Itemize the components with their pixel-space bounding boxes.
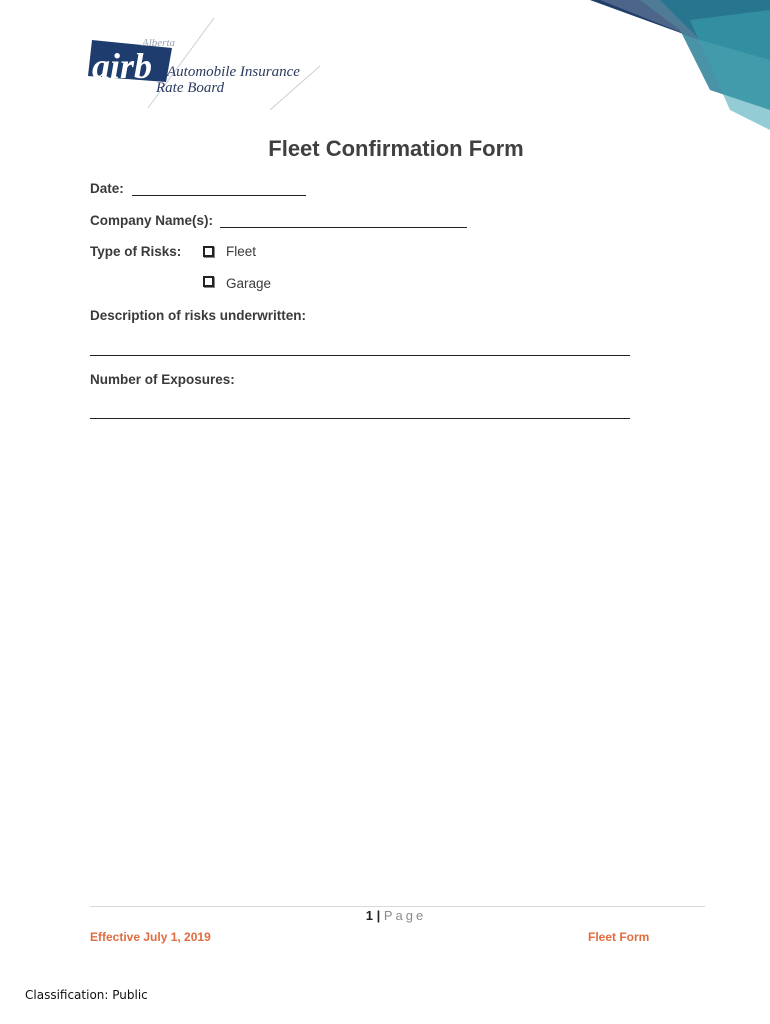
airb-logo [88, 18, 328, 128]
risks-label: Type of Risks: [90, 244, 182, 259]
effective-date: Effective July 1, 2019 [90, 930, 211, 944]
description-label: Description of risks underwritten: [90, 308, 307, 323]
garage-checkbox[interactable] [203, 276, 214, 287]
date-label: Date: [90, 181, 124, 196]
logo-line2-text: Rate Board [156, 80, 225, 96]
logo-acronym-text: airb [92, 46, 153, 86]
page-number [0, 908, 770, 923]
garage-option-label: Garage [226, 276, 272, 291]
corner-decoration [580, 0, 770, 130]
page-word: Page [383, 908, 427, 923]
fleet-option-label: Fleet [226, 244, 257, 259]
form-name: Fleet Form [588, 930, 650, 944]
corner-graphic [580, 0, 770, 130]
page-number-value: 1 [365, 908, 373, 923]
logo-province-text: Alberta [142, 37, 175, 49]
footer-divider [90, 906, 705, 907]
page-separator: | [376, 908, 381, 923]
exposures-label: Number of Exposures: [90, 372, 235, 387]
logo-graphic [88, 18, 328, 128]
fleet-checkbox[interactable] [203, 246, 214, 257]
date-field-line[interactable] [132, 195, 306, 196]
page-title: Fleet Confirmation Form [268, 136, 524, 161]
exposures-field-line[interactable] [90, 418, 630, 419]
company-field-line[interactable] [220, 227, 467, 228]
classification-label: Classification: Public [25, 988, 148, 1002]
company-label: Company Name(s): [90, 213, 214, 228]
logo-line1-text: Automobile Insurance [167, 64, 300, 80]
description-field-line[interactable] [90, 355, 630, 356]
